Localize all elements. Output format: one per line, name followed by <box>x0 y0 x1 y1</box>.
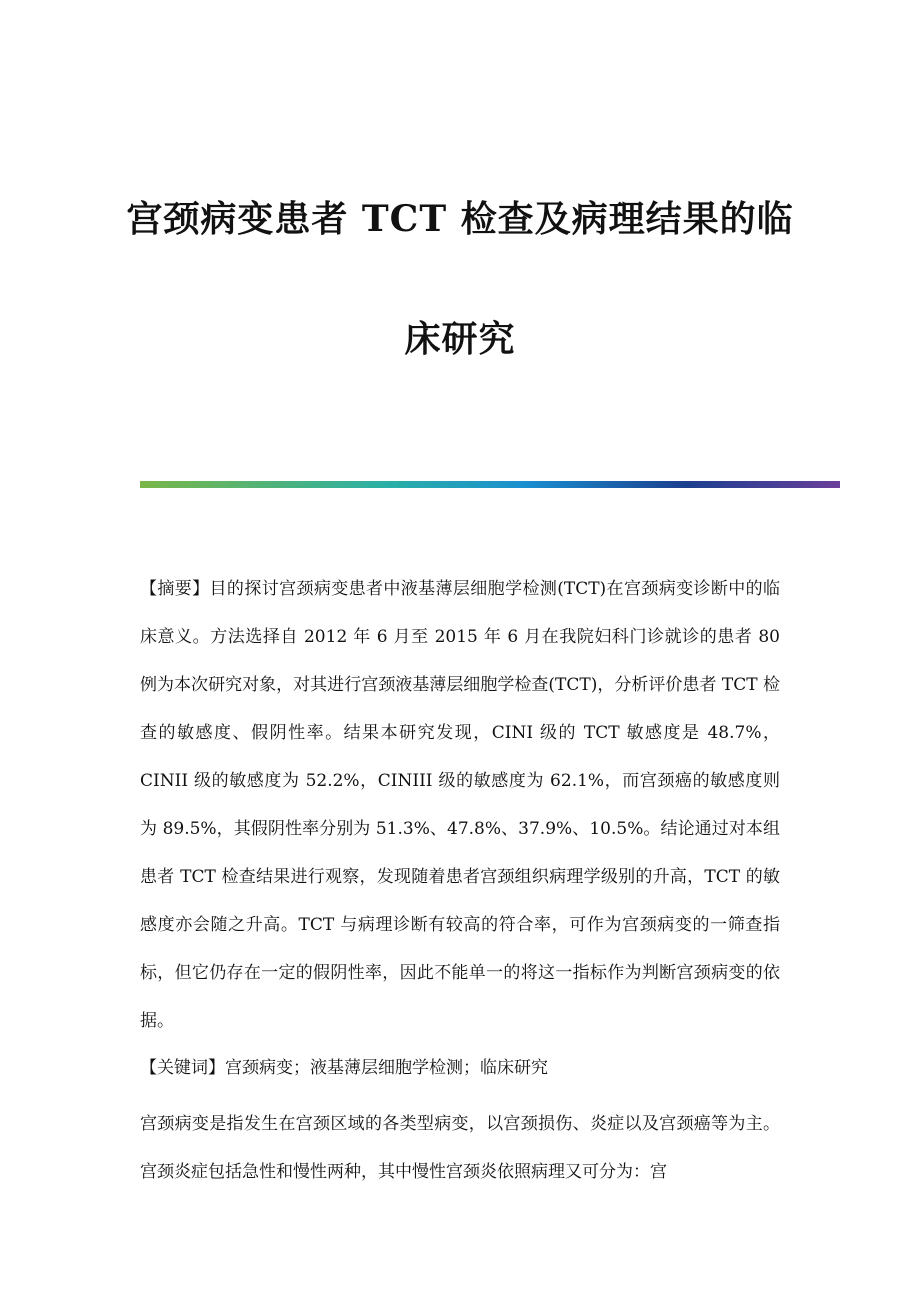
intro-paragraph: 宫颈病变是指发生在宫颈区域的各类型病变，以宫颈损伤、炎症以及宫颈癌等为主。宫颈炎症包括急性和慢性两种，其中慢性宫颈炎依照病理又可分为：宫 <box>140 1114 780 1182</box>
keywords-text: 宫颈病变；液基薄层细胞学检测；临床研究 <box>225 1058 548 1078</box>
gradient-divider <box>140 481 840 488</box>
abstract-paragraph <box>140 565 780 1045</box>
keywords-paragraph <box>140 1044 780 1092</box>
keywords-label: 【关键词】 <box>140 1058 225 1078</box>
abstract-text: 目的探讨宫颈病变患者中液基薄层细胞学检测(TCT)在宫颈病变诊断中的临床意义。方法选择自 2012 年 6 月至 2015 年 6 月在我院妇科门诊就诊的患者 80 例为本次研究对象，对其进行宫颈液基薄层细胞学检查(TCT)，分析评价患者 TCT 检查的敏感度、假阴性率。结果本研究发现，CINI 级的 TCT 敏感度是 48.7%，CINII 级的敏感度为 52.2%，CINIII 级的敏感度为 62.1%，而宫颈癌的敏感度则为 89.5%，其假阴性率分别为 51.3%、47.8%、37.9%、10.5%。结论通过对本组患者 TCT 检查结果进行观察，发现随着患者宫颈组织病理学级别的升高，TCT 的敏感度亦会随之升高。TCT 与病理诊断有较高的符合率，可作为宫颈病变的一筛查指标，但它仍存在一定的假阴性率，因此不能单一的将这一指标作为判断宫颈病变的依据。 <box>140 579 781 1031</box>
page-title-line-1: 宫颈病变患者 TCT 检查及病理结果的临 <box>126 198 794 240</box>
page-title-line-2: 床研究 <box>404 318 516 360</box>
abstract-label: 【摘要】 <box>140 579 210 599</box>
